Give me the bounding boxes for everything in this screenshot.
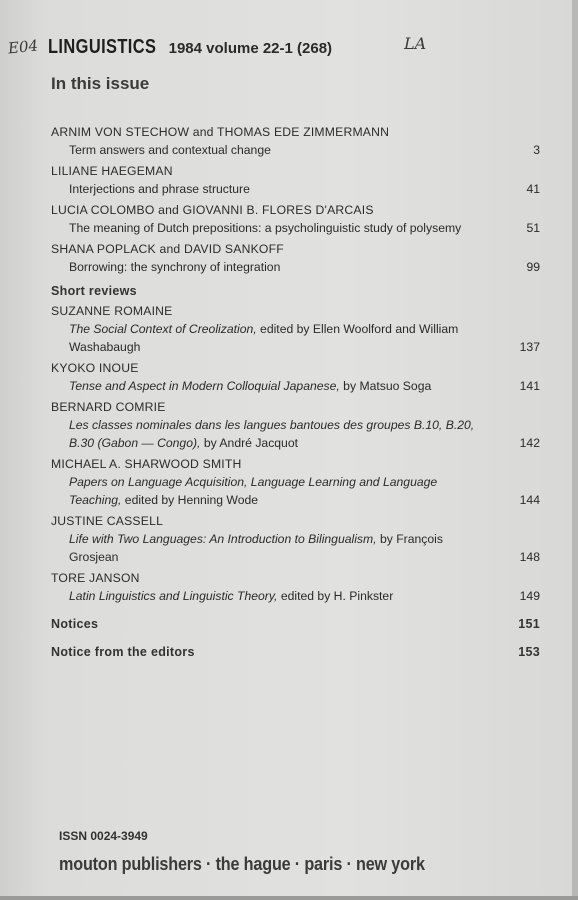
article-title: The meaning of Dutch prepositions: a psycholinguistic study of polysemy	[69, 221, 462, 235]
article-entry	[51, 240, 546, 276]
page-number: 151	[518, 617, 540, 631]
masthead	[48, 36, 332, 59]
short-reviews-heading: Short reviews	[51, 284, 137, 298]
article-author: LILIANE HAEGEMAN	[51, 164, 173, 178]
review-editor: edited by Ellen Woolford and William Washabaugh	[69, 322, 459, 354]
review-editor: edited by Henning Wode	[121, 493, 259, 507]
articles-list	[51, 123, 546, 276]
review-title	[51, 320, 546, 356]
review-entry	[51, 359, 546, 395]
article-title: Borrowing: the synchrony of integration	[69, 260, 281, 274]
review-entry	[51, 302, 546, 356]
review-editor: by Matsuo Soga	[339, 379, 432, 393]
review-work: Les classes nominales dans les langues bantoues des groupes B.10, B.20, B.30 (Gabon — Congo),	[69, 418, 475, 450]
page-number: 148	[519, 550, 540, 564]
review-author: JUSTINE CASSELL	[51, 514, 164, 528]
review-title	[51, 377, 546, 395]
handwritten-note-right: LA	[404, 34, 427, 53]
review-author: TORE JANSON	[51, 571, 140, 585]
page-number: 41	[526, 182, 540, 196]
article-entry	[51, 201, 546, 237]
reviews-list	[51, 302, 546, 605]
handwritten-note-left: E04	[7, 36, 39, 58]
page-number: 149	[519, 589, 540, 603]
review-title	[51, 530, 546, 566]
review-work: Life with Two Languages: An Introduction to Bilingualism,	[69, 532, 377, 546]
review-entry	[51, 398, 546, 452]
notices-label: Notices	[51, 617, 99, 631]
review-entry	[51, 569, 546, 605]
publisher-line: mouton publishers · the hague · paris · new york	[59, 854, 425, 874]
review-title	[51, 587, 546, 605]
page-number: 153	[518, 645, 540, 659]
journal-title: LINGUISTICS	[48, 36, 157, 58]
page-number: 141	[519, 379, 540, 393]
review-author: BERNARD COMRIE	[51, 400, 166, 414]
page-number: 144	[519, 493, 540, 507]
review-author: MICHAEL A. SHARWOOD SMITH	[51, 457, 242, 471]
article-entry	[51, 123, 546, 159]
review-editor: edited by H. Pinkster	[277, 589, 394, 603]
article-author: ARNIM VON STECHOW and THOMAS EDE ZIMMERMANN	[51, 125, 390, 139]
notice-editors-label: Notice from the editors	[51, 645, 195, 659]
table-of-contents	[51, 123, 546, 661]
article-author: LUCIA COLOMBO and GIOVANNI B. FLORES D'ARCAIS	[51, 203, 374, 217]
page-edge	[572, 0, 578, 900]
article-title: Interjections and phrase structure	[69, 182, 250, 196]
issue-info: 1984 volume 22-1 (268)	[168, 40, 333, 57]
notices-row	[51, 615, 546, 633]
review-entry	[51, 512, 546, 566]
review-work: Papers on Language Acquisition, Language Learning and Language Teaching,	[69, 475, 438, 507]
contents-heading: In this issue	[51, 74, 150, 93]
page-number: 137	[519, 340, 540, 354]
article-author: SHANA POPLACK and DAVID SANKOFF	[51, 242, 284, 256]
page-number: 51	[526, 221, 540, 235]
review-title	[51, 473, 546, 509]
page-number: 142	[519, 436, 540, 450]
review-entry	[51, 455, 546, 509]
review-work: Latin Linguistics and Linguistic Theory,	[69, 589, 278, 603]
article-entry	[51, 162, 546, 198]
review-author: KYOKO INOUE	[51, 361, 139, 375]
review-work: The Social Context of Creolization,	[69, 322, 257, 336]
review-editor: by André Jacquot	[200, 436, 299, 450]
issn: ISSN 0024-3949	[59, 829, 148, 843]
review-title	[51, 416, 546, 452]
article-title: Term answers and contextual change	[69, 143, 271, 157]
review-author: SUZANNE ROMAINE	[51, 304, 173, 318]
notice-editors-row	[51, 643, 546, 661]
review-work: Tense and Aspect in Modern Colloquial Japanese,	[69, 379, 340, 393]
page-bottom-edge	[0, 896, 578, 900]
page-number: 99	[526, 260, 540, 274]
review-editor: by François Grosjean	[69, 532, 443, 564]
page-number: 3	[533, 143, 540, 157]
